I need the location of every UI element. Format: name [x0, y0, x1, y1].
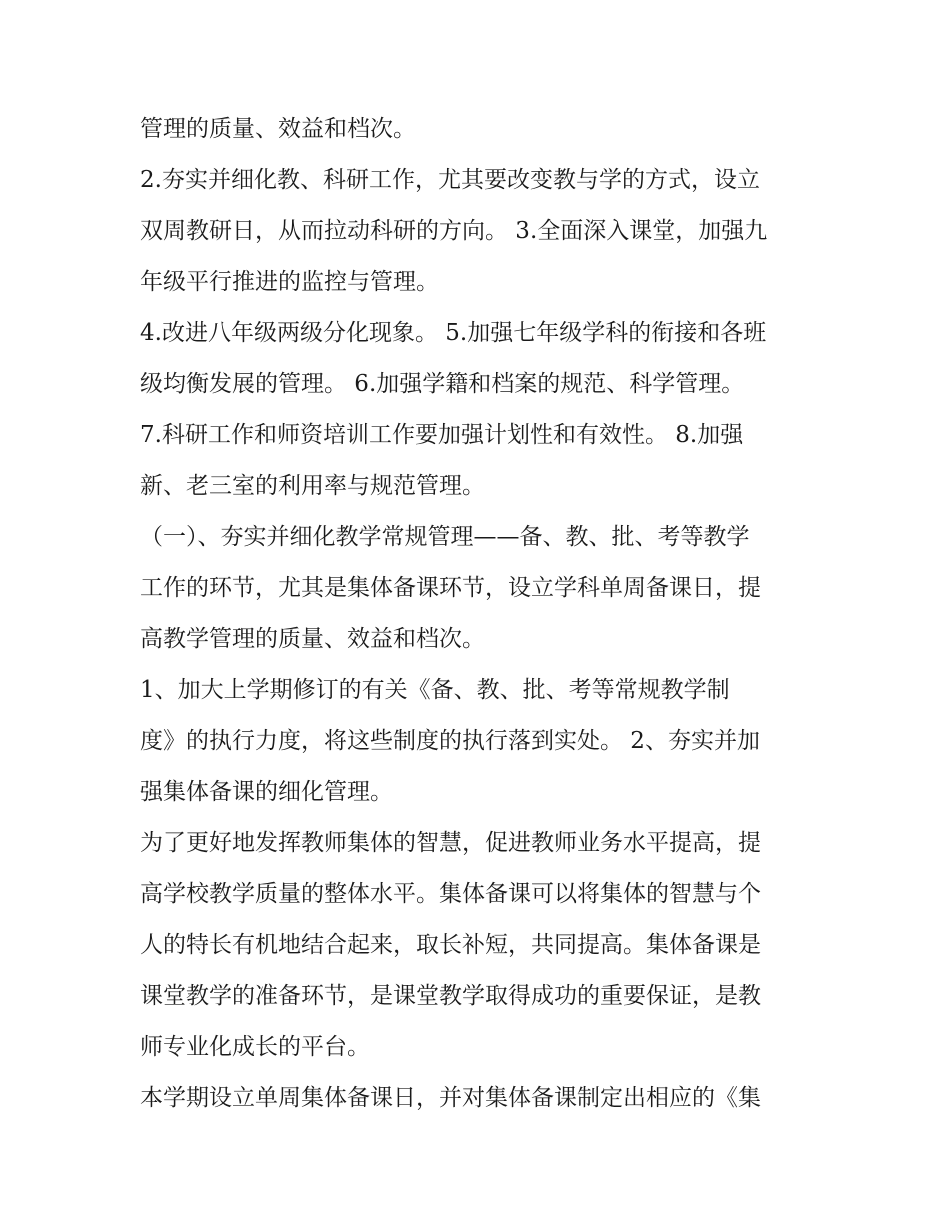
- text-line: 级均衡发展的管理。 6.加强学籍和档案的规范、科学管理。: [140, 371, 745, 397]
- text-line: （一）、夯实并细化教学常规管理——备、教、批、考等教学: [140, 524, 750, 550]
- text-line: 管理的质量、效益和档次。: [140, 116, 416, 142]
- text-line: 师专业化成长的平台。: [140, 1034, 370, 1060]
- text-line: 课堂教学的准备环节，是课堂教学取得成功的重要保证，是教: [140, 983, 761, 1009]
- text-line: 1、加大上学期修订的有关《备、教、批、考等常规教学制: [140, 677, 730, 703]
- text-line: 年级平行推进的监控与管理。: [140, 269, 439, 295]
- text-line: 2.夯实并细化教、科研工作，尤其要改变教与学的方式，设立: [140, 167, 760, 193]
- text-line: 为了更好地发挥教师集体的智慧，促进教师业务水平提高，提: [140, 830, 761, 856]
- document-body: [140, 104, 820, 1124]
- text-line: 人的特长有机地结合起来，取长补短，共同提高。集体备课是: [140, 932, 761, 958]
- text-line: 双周教研日，从而拉动科研的方向。 3.全面深入课堂，加强九: [140, 218, 768, 244]
- text-line: 7.科研工作和师资培训工作要加强计划性和有效性。 8.加强: [140, 422, 744, 448]
- text-line: 高学校教学质量的整体水平。集体备课可以将集体的智慧与个: [140, 881, 761, 907]
- text-line: 工作的环节，尤其是集体备课环节，设立学科单周备课日，提: [140, 575, 761, 601]
- text-line: 强集体备课的细化管理。: [140, 779, 393, 805]
- text-line: 新、老三室的利用率与规范管理。: [140, 473, 485, 499]
- text-line: 本学期设立单周集体备课日，并对集体备课制定出相应的《集: [140, 1085, 761, 1111]
- text-line: 高教学管理的质量、效益和档次。: [140, 626, 485, 652]
- text-line: 度》的执行力度，将这些制度的执行落到实处。 2、夯实并加: [140, 728, 760, 754]
- text-line: 4.改进八年级两级分化现象。 5.加强七年级学科的衔接和各班: [140, 320, 767, 346]
